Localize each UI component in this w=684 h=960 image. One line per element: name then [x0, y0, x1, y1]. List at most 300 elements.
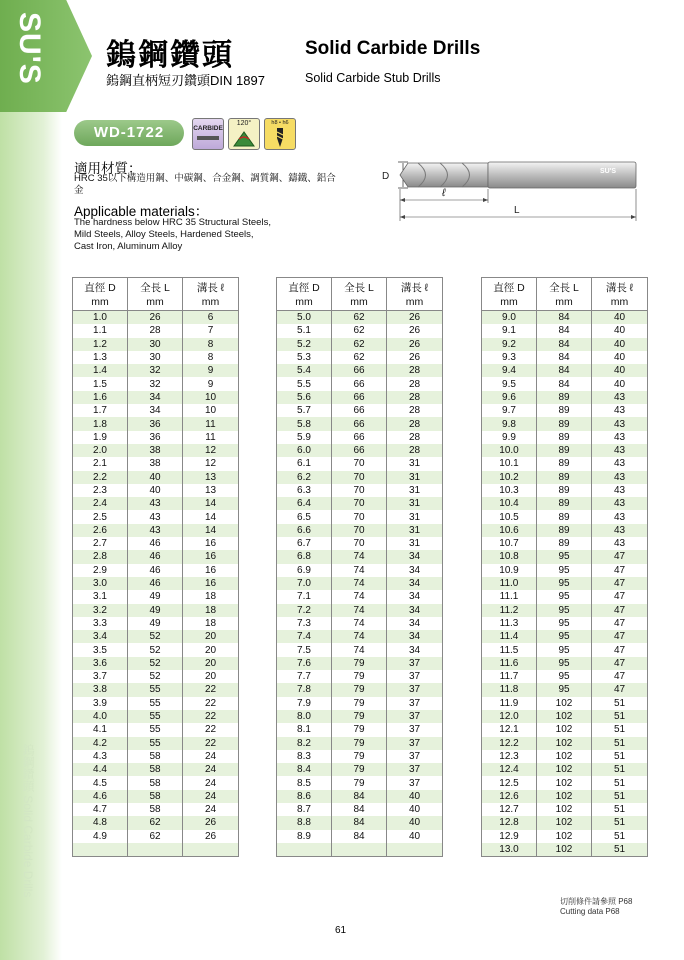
table-cell: 12.6 [482, 790, 537, 803]
table-row [73, 830, 239, 843]
table-row [73, 524, 239, 537]
table-cell: 51 [592, 697, 648, 710]
table-cell: 3.6 [73, 657, 128, 670]
table-row [277, 776, 443, 789]
table-cell: 74 [332, 604, 387, 617]
table-cell: 8.3 [277, 750, 332, 763]
table-cell: 9.3 [482, 351, 537, 364]
table-row [277, 351, 443, 364]
table-cell: 28 [387, 417, 443, 430]
table-cell: 10.4 [482, 497, 537, 510]
table-cell: 62 [128, 816, 183, 829]
table-row [73, 417, 239, 430]
table-cell: 12.4 [482, 763, 537, 776]
table-row [73, 444, 239, 457]
brand-logo: SU'S [13, 12, 46, 85]
table-cell: 8.2 [277, 737, 332, 750]
table-cell: 18 [183, 590, 239, 603]
table-cell: 51 [592, 710, 648, 723]
table-cell: 34 [387, 550, 443, 563]
table-row [73, 670, 239, 683]
table-row [73, 843, 239, 857]
page-subtitle-zh: 鎢鋼直柄短刃鑽頭DIN 1897 [106, 73, 265, 88]
table-row [277, 816, 443, 829]
table-cell: 6.1 [277, 457, 332, 470]
table-cell: 4.5 [73, 776, 128, 789]
table-cell: 2.2 [73, 471, 128, 484]
table-cell: 6.5 [277, 510, 332, 523]
table-cell: 2.0 [73, 444, 128, 457]
table-cell: 30 [128, 351, 183, 364]
table-cell: 47 [592, 604, 648, 617]
table-cell: 47 [592, 657, 648, 670]
table-cell: 20 [183, 670, 239, 683]
table-cell: 70 [332, 484, 387, 497]
table-row [482, 590, 648, 603]
table-cell: 66 [332, 444, 387, 457]
column-unit: mm [482, 295, 537, 311]
table-cell: 5.6 [277, 391, 332, 404]
table-row [277, 577, 443, 590]
table-cell: 102 [537, 803, 592, 816]
table-row [482, 324, 648, 337]
table-cell: 22 [183, 737, 239, 750]
table-cell: 28 [387, 444, 443, 457]
table-row [73, 377, 239, 390]
shank-logo: SU'S [600, 168, 617, 175]
table-cell: 3.2 [73, 604, 128, 617]
table-cell: 7.9 [277, 697, 332, 710]
column-header: 直徑 D [482, 278, 537, 296]
table-cell: 62 [332, 324, 387, 337]
table-cell: 51 [592, 843, 648, 857]
table-cell: 34 [387, 643, 443, 656]
table-cell: 74 [332, 643, 387, 656]
table-cell: 37 [387, 723, 443, 736]
table-cell: 9.5 [482, 377, 537, 390]
table-cell: 66 [332, 417, 387, 430]
table-cell: 5.2 [277, 338, 332, 351]
table-cell: 43 [592, 524, 648, 537]
table-cell: 47 [592, 630, 648, 643]
table-row [73, 723, 239, 736]
table-row [73, 564, 239, 577]
table-row [482, 311, 648, 325]
table-cell: 38 [128, 444, 183, 457]
table-cell: 66 [332, 364, 387, 377]
table-cell: 32 [128, 377, 183, 390]
table-cell: 62 [332, 351, 387, 364]
table-cell: 79 [332, 723, 387, 736]
table-cell: 40 [387, 816, 443, 829]
table-row [482, 471, 648, 484]
table-row [277, 830, 443, 843]
table-cell: 70 [332, 537, 387, 550]
table-row [73, 311, 239, 325]
table-cell: 3.4 [73, 630, 128, 643]
table-cell: 43 [592, 391, 648, 404]
table-cell: 9.2 [482, 338, 537, 351]
table-cell: 37 [387, 683, 443, 696]
table-row [73, 338, 239, 351]
table-cell: 9.4 [482, 364, 537, 377]
table-cell: 10.3 [482, 484, 537, 497]
table-cell: 1.1 [73, 324, 128, 337]
table-cell: 26 [387, 324, 443, 337]
table-cell: 31 [387, 537, 443, 550]
table-cell: 8.5 [277, 776, 332, 789]
table-row [73, 683, 239, 696]
table-cell: 40 [592, 338, 648, 351]
table-cell: 55 [128, 723, 183, 736]
table-row [277, 763, 443, 776]
table-cell: 37 [387, 750, 443, 763]
table-row [277, 723, 443, 736]
page-title-en: Solid Carbide Drills [305, 38, 481, 59]
table-row [277, 750, 443, 763]
table-cell: 5.4 [277, 364, 332, 377]
table-cell: 12.3 [482, 750, 537, 763]
table-row [73, 710, 239, 723]
table-cell: 89 [537, 524, 592, 537]
table-cell: 58 [128, 790, 183, 803]
table-cell: 2.1 [73, 457, 128, 470]
materials-line: Mild Steels, Alloy Steels, Hardened Steels, [74, 229, 254, 240]
table-row [482, 683, 648, 696]
table-cell: 84 [537, 351, 592, 364]
table-cell: 3.7 [73, 670, 128, 683]
table-cell: 10.2 [482, 471, 537, 484]
table-cell: 8.7 [277, 803, 332, 816]
table-cell: 7.5 [277, 643, 332, 656]
table-cell: 102 [537, 816, 592, 829]
table-cell: 5.8 [277, 417, 332, 430]
table-cell: 24 [183, 750, 239, 763]
table-cell: 43 [592, 444, 648, 457]
table-cell: 58 [128, 763, 183, 776]
table-cell: 31 [387, 471, 443, 484]
table-cell: 31 [387, 524, 443, 537]
table-row [73, 457, 239, 470]
column-header: 直徑 D [73, 278, 128, 296]
table-cell: 13 [183, 471, 239, 484]
table-cell: 1.2 [73, 338, 128, 351]
table-cell: 58 [128, 750, 183, 763]
table-cell: 40 [128, 471, 183, 484]
spec-table-2 [276, 277, 443, 857]
table-cell: 5.1 [277, 324, 332, 337]
table-cell: 58 [128, 776, 183, 789]
table-cell: 18 [183, 617, 239, 630]
cutting-note-zh: 切削條件請參照 P68 [560, 897, 633, 906]
table-cell: 2.6 [73, 524, 128, 537]
table-cell: 37 [387, 710, 443, 723]
table-cell: 66 [332, 377, 387, 390]
table-cell: 14 [183, 497, 239, 510]
table-cell: 6 [183, 311, 239, 325]
column-header: 全長 L [128, 278, 183, 296]
table-cell: 40 [387, 803, 443, 816]
table-cell: 40 [128, 484, 183, 497]
table-cell: 84 [332, 790, 387, 803]
table-cell: 102 [537, 790, 592, 803]
side-caption: 鎢鋼鑽頭 Solid Carbide Drills [21, 744, 35, 898]
table-cell: 6.7 [277, 537, 332, 550]
table-cell: 51 [592, 723, 648, 736]
table-cell: 37 [387, 737, 443, 750]
table-cell: 43 [128, 497, 183, 510]
table-cell: 95 [537, 550, 592, 563]
table-row [482, 710, 648, 723]
table-cell: 47 [592, 577, 648, 590]
table-cell: 79 [332, 697, 387, 710]
table-row [482, 524, 648, 537]
table-row [73, 697, 239, 710]
table-cell: 89 [537, 537, 592, 550]
table-cell: 74 [332, 617, 387, 630]
table-row [73, 604, 239, 617]
table-row [73, 803, 239, 816]
table-cell: 79 [332, 683, 387, 696]
table-row [482, 484, 648, 497]
table-cell: 9 [183, 364, 239, 377]
table-row [482, 816, 648, 829]
table-cell: 84 [332, 830, 387, 843]
table-cell: 5.3 [277, 351, 332, 364]
table-cell: 43 [592, 457, 648, 470]
table-cell: 11.1 [482, 590, 537, 603]
table-row [73, 497, 239, 510]
table-cell: 11.4 [482, 630, 537, 643]
table-cell: 34 [387, 630, 443, 643]
table-cell: 66 [332, 391, 387, 404]
table-cell: 66 [332, 404, 387, 417]
table-row [277, 604, 443, 617]
table-row [277, 497, 443, 510]
table-row [73, 737, 239, 750]
table-row [73, 577, 239, 590]
table-cell: 102 [537, 776, 592, 789]
cutting-data-note [560, 897, 632, 917]
table-cell: 74 [332, 550, 387, 563]
table-cell: 51 [592, 803, 648, 816]
table-row [482, 351, 648, 364]
table-cell: 2.3 [73, 484, 128, 497]
table-cell: 47 [592, 550, 648, 563]
table-cell: 1.5 [73, 377, 128, 390]
table-cell: 37 [387, 670, 443, 683]
table-cell: 11 [183, 431, 239, 444]
table-cell: 12.1 [482, 723, 537, 736]
table-cell: 32 [128, 364, 183, 377]
table-cell: 9.0 [482, 311, 537, 325]
table-row [277, 630, 443, 643]
table-cell: 24 [183, 790, 239, 803]
table-cell: 12.9 [482, 830, 537, 843]
table-row [277, 843, 443, 857]
table-cell: 4.2 [73, 737, 128, 750]
table-cell: 102 [537, 830, 592, 843]
page-title-zh: 鎢鋼鑽頭 [106, 38, 234, 73]
table-cell: 37 [387, 776, 443, 789]
table-cell: 24 [183, 763, 239, 776]
table-cell: 4.3 [73, 750, 128, 763]
table-cell: 3.9 [73, 697, 128, 710]
table-cell: 3.3 [73, 617, 128, 630]
table-cell: 34 [387, 590, 443, 603]
table-cell: 95 [537, 564, 592, 577]
table-cell: 14 [183, 510, 239, 523]
table-cell: 11 [183, 417, 239, 430]
table-row [482, 670, 648, 683]
table-cell: 9.9 [482, 431, 537, 444]
table-row [73, 537, 239, 550]
table-row [277, 710, 443, 723]
table-cell: 28 [387, 431, 443, 444]
column-unit: mm [537, 295, 592, 311]
table-cell: 28 [128, 324, 183, 337]
table-cell: 55 [128, 710, 183, 723]
table-cell: 47 [592, 683, 648, 696]
table-row [482, 843, 648, 857]
table-cell: 89 [537, 457, 592, 470]
table-cell: 51 [592, 763, 648, 776]
table-cell: 51 [592, 776, 648, 789]
table-cell: 8.6 [277, 790, 332, 803]
table-cell: 43 [592, 497, 648, 510]
table-cell: 1.4 [73, 364, 128, 377]
materials-text-zh: HRC 35以下構造用鋼、中碳鋼、合金鋼、調質鋼、鑄鐵、鋁合金 [74, 173, 336, 196]
point-angle-icon-label: 120° [236, 120, 252, 127]
table-row [277, 471, 443, 484]
table-cell: 28 [387, 364, 443, 377]
table-cell: 95 [537, 643, 592, 656]
table-cell: 11.5 [482, 643, 537, 656]
table-cell: 43 [592, 471, 648, 484]
table-cell: 40 [592, 364, 648, 377]
table-cell: 95 [537, 604, 592, 617]
table-cell: 74 [332, 630, 387, 643]
table-cell [332, 843, 387, 857]
table-cell: 79 [332, 657, 387, 670]
table-cell: 3.0 [73, 577, 128, 590]
table-row [73, 391, 239, 404]
table-cell: 20 [183, 643, 239, 656]
table-cell: 40 [592, 324, 648, 337]
table-cell: 51 [592, 830, 648, 843]
table-cell: 36 [128, 417, 183, 430]
table-cell: 79 [332, 776, 387, 789]
table-row [277, 391, 443, 404]
table-cell: 3.1 [73, 590, 128, 603]
table-cell: 34 [387, 564, 443, 577]
table-cell: 43 [592, 431, 648, 444]
table-row [277, 670, 443, 683]
table-cell: 102 [537, 737, 592, 750]
table-cell: 84 [537, 311, 592, 325]
table-cell: 4.1 [73, 723, 128, 736]
table-row [482, 790, 648, 803]
table-cell: 46 [128, 577, 183, 590]
column-unit: mm [277, 295, 332, 311]
table-cell: 8 [183, 351, 239, 364]
spec-table-3 [481, 277, 648, 857]
table-row [73, 776, 239, 789]
table-cell: 12 [183, 457, 239, 470]
table-cell: 8.0 [277, 710, 332, 723]
table-cell: 43 [592, 537, 648, 550]
table-cell: 43 [592, 510, 648, 523]
table-row [482, 617, 648, 630]
table-cell: 9.6 [482, 391, 537, 404]
table-row [482, 723, 648, 736]
table-cell: 4.4 [73, 763, 128, 776]
table-cell: 89 [537, 417, 592, 430]
table-row [73, 617, 239, 630]
table-cell: 8.9 [277, 830, 332, 843]
table-cell: 51 [592, 737, 648, 750]
table-cell: 31 [387, 484, 443, 497]
table-cell: 2.8 [73, 550, 128, 563]
table-cell: 1.3 [73, 351, 128, 364]
table-cell: 46 [128, 564, 183, 577]
table-cell: 34 [387, 617, 443, 630]
table-cell: 49 [128, 617, 183, 630]
table-cell: 62 [332, 311, 387, 325]
table-cell: 70 [332, 471, 387, 484]
table-row [482, 776, 648, 789]
table-cell: 51 [592, 750, 648, 763]
column-header: 溝長 ℓ [592, 278, 648, 296]
table-cell: 52 [128, 657, 183, 670]
table-cell: 84 [332, 816, 387, 829]
table-cell: 2.5 [73, 510, 128, 523]
table-row [73, 431, 239, 444]
table-cell: 5.5 [277, 377, 332, 390]
table-cell: 95 [537, 670, 592, 683]
table-cell: 40 [387, 790, 443, 803]
table-cell: 89 [537, 404, 592, 417]
table-cell: 47 [592, 670, 648, 683]
table-cell: 10.9 [482, 564, 537, 577]
table-row [482, 830, 648, 843]
table-row [482, 750, 648, 763]
table-cell: 10.6 [482, 524, 537, 537]
table-cell: 79 [332, 737, 387, 750]
table-cell: 11.7 [482, 670, 537, 683]
table-cell: 22 [183, 723, 239, 736]
table-cell: 12.8 [482, 816, 537, 829]
table-cell: 89 [537, 391, 592, 404]
table-cell: 34 [387, 604, 443, 617]
table-cell: 102 [537, 763, 592, 776]
table-cell: 34 [387, 577, 443, 590]
table-row [277, 657, 443, 670]
table-cell: 10.8 [482, 550, 537, 563]
table-cell: 49 [128, 604, 183, 617]
table-row [277, 643, 443, 656]
table-row [482, 497, 648, 510]
table-cell: 46 [128, 550, 183, 563]
table-cell: 37 [387, 697, 443, 710]
table-cell: 89 [537, 444, 592, 457]
table-cell: 7.3 [277, 617, 332, 630]
table-cell: 26 [128, 311, 183, 325]
table-cell: 37 [387, 657, 443, 670]
table-cell: 95 [537, 617, 592, 630]
table-cell: 3.8 [73, 683, 128, 696]
feature-icons [192, 118, 296, 150]
